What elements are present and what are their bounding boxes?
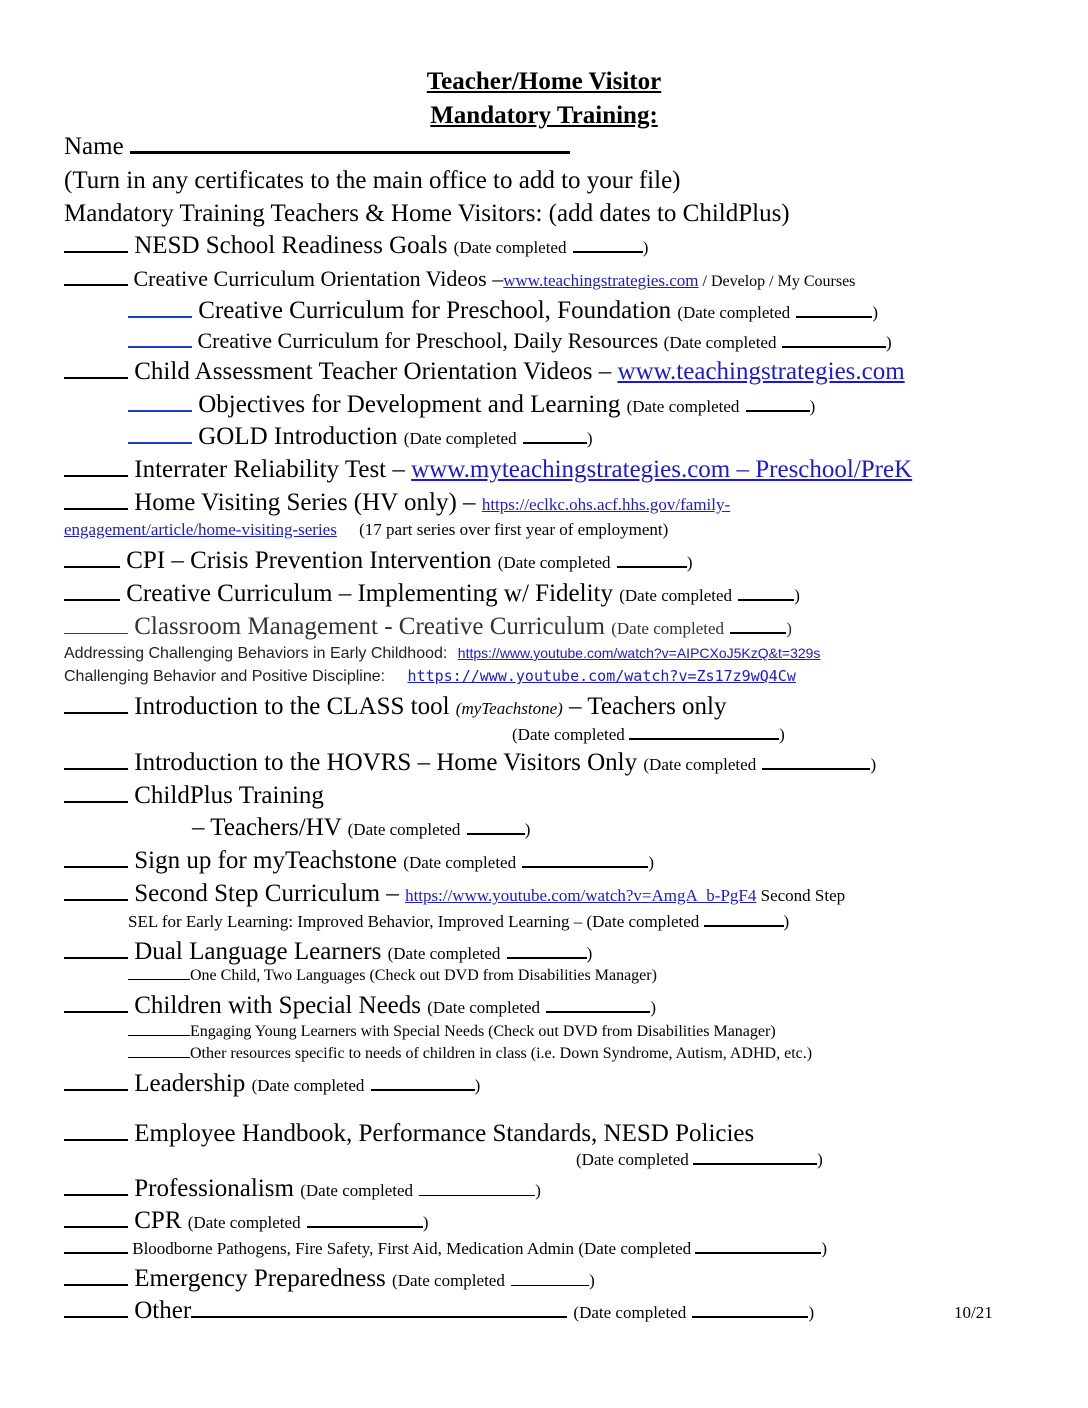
item-childplus bbox=[64, 783, 324, 808]
instructions: (Turn in any certificates to the main office to add to your file) bbox=[64, 167, 681, 194]
version-footer: 10/21 bbox=[954, 1303, 993, 1322]
checkbox-blank[interactable] bbox=[64, 712, 128, 714]
item-label: Objectives for Development and Learning bbox=[198, 391, 621, 418]
item-label: Classroom Management - Creative Curriculum bbox=[134, 613, 605, 640]
date-label: (Date completed bbox=[403, 853, 517, 872]
item-label: Other bbox=[134, 1297, 192, 1324]
checkbox-blank[interactable] bbox=[128, 346, 192, 348]
date-label: (Date completed bbox=[663, 333, 777, 352]
checkbox-blank[interactable] bbox=[64, 475, 128, 477]
checkbox-blank[interactable] bbox=[64, 1284, 128, 1286]
date-label: (Date completed bbox=[427, 998, 541, 1017]
paren: ) bbox=[786, 619, 792, 638]
paren: ) bbox=[535, 1181, 541, 1200]
myteachstone-italic: (myTeachstone) bbox=[455, 699, 563, 718]
date-label: (Date completed bbox=[187, 1213, 301, 1232]
paren: ) bbox=[474, 1076, 481, 1095]
item-professionalism bbox=[64, 1176, 541, 1201]
paren: ) bbox=[586, 429, 593, 448]
item-cc-daily bbox=[128, 330, 892, 352]
checkbox-blank[interactable] bbox=[64, 1089, 128, 1091]
paren: ) bbox=[589, 1271, 595, 1290]
item-label: CPR bbox=[134, 1207, 182, 1234]
date-field[interactable] bbox=[730, 632, 786, 634]
date-label: (Date completed bbox=[512, 725, 625, 744]
date-label: (Date completed bbox=[643, 755, 757, 774]
item-gold bbox=[128, 424, 593, 449]
checkbox-blank[interactable] bbox=[64, 508, 128, 510]
item-label: Children with Special Needs bbox=[134, 992, 421, 1019]
item-label: ChildPlus Training bbox=[134, 782, 324, 809]
paren: ) bbox=[586, 944, 593, 963]
item-home-visiting bbox=[64, 490, 730, 515]
paren: ) bbox=[642, 238, 649, 257]
date-field[interactable] bbox=[762, 768, 870, 770]
item-cpi bbox=[64, 548, 692, 573]
date-label: (Date completed bbox=[677, 303, 791, 322]
paren: ) bbox=[686, 553, 693, 572]
item-bloodborne bbox=[64, 1240, 827, 1257]
checkbox-blank[interactable] bbox=[128, 1057, 190, 1058]
item-label: Introduction to the CLASS tool bbox=[134, 693, 456, 720]
sub-label: One Child, Two Languages (Check out DVD from Disabilities Manager) bbox=[190, 967, 657, 984]
checkbox-blank[interactable] bbox=[64, 801, 128, 803]
date-field[interactable] bbox=[782, 346, 886, 348]
date-field[interactable] bbox=[693, 1163, 817, 1165]
paren: ) bbox=[794, 586, 800, 605]
item-label: Emergency Preparedness bbox=[134, 1265, 386, 1292]
paren: ) bbox=[872, 303, 879, 322]
checkbox-blank[interactable] bbox=[64, 377, 128, 379]
paren: ) bbox=[885, 333, 892, 352]
positive-label: Challenging Behavior and Positive Discipline: bbox=[64, 668, 386, 685]
item-nesd-goals bbox=[64, 233, 648, 258]
item-label: Interrater Reliability Test – bbox=[134, 456, 412, 483]
checkbox-blank[interactable] bbox=[64, 768, 128, 770]
item-cc-foundation bbox=[128, 298, 878, 323]
item-cc-orientation bbox=[64, 268, 855, 290]
special-sub-2 bbox=[128, 1046, 812, 1062]
date-label: (Date completed bbox=[573, 1303, 687, 1322]
item-objectives bbox=[128, 392, 815, 417]
item-other bbox=[64, 1298, 814, 1323]
item-label: Creative Curriculum Orientation Videos – bbox=[133, 266, 504, 291]
item-label-end: – Teachers only bbox=[562, 693, 727, 720]
teachingstrategies-link[interactable]: www.teachingstrategies.com bbox=[503, 271, 699, 290]
date-field[interactable] bbox=[511, 1285, 589, 1286]
item-leadership bbox=[64, 1071, 480, 1096]
youtube-link-1[interactable]: https://www.youtube.com/watch?v=AIPCXoJ5KzQ&t=329s bbox=[457, 645, 821, 661]
item-dll bbox=[64, 939, 592, 964]
date-label: (Date completed bbox=[387, 944, 501, 963]
item-label: Sign up for myTeachstone bbox=[134, 847, 398, 874]
item-interrater bbox=[64, 457, 912, 482]
item-child-assessment bbox=[64, 359, 905, 384]
name-row bbox=[64, 134, 570, 159]
checkbox-blank[interactable] bbox=[64, 566, 120, 568]
item-label: Introduction to the HOVRS – Home Visitors Only bbox=[134, 749, 638, 776]
note: (17 part series over first year of employment) bbox=[359, 520, 669, 539]
path-text: / Develop / My Courses bbox=[698, 273, 856, 290]
item-special-needs bbox=[64, 993, 656, 1018]
special-sub-1 bbox=[128, 1024, 776, 1040]
second-step-after: Second Step bbox=[756, 886, 846, 905]
paren: ) bbox=[783, 912, 790, 931]
dll-sub bbox=[128, 968, 657, 984]
addressing-row bbox=[64, 646, 820, 662]
checkbox-blank[interactable] bbox=[128, 316, 192, 318]
paren: ) bbox=[524, 820, 531, 839]
checkbox-blank[interactable] bbox=[64, 1011, 128, 1013]
date-label: (Date completed bbox=[626, 397, 740, 416]
date-label: (Date completed bbox=[576, 1150, 689, 1169]
date-label: (Date completed bbox=[300, 1181, 414, 1200]
date-field[interactable] bbox=[746, 410, 810, 412]
date-field[interactable] bbox=[507, 957, 587, 959]
date-field[interactable] bbox=[419, 1195, 535, 1196]
date-label: (Date completed bbox=[251, 1076, 365, 1095]
date-field[interactable] bbox=[692, 1316, 808, 1318]
paren: ) bbox=[821, 1239, 828, 1258]
item-class-tool bbox=[64, 694, 727, 719]
name-label: Name bbox=[64, 133, 124, 160]
date-field[interactable] bbox=[371, 1089, 475, 1091]
checkbox-blank[interactable] bbox=[64, 899, 128, 901]
checkbox-blank[interactable] bbox=[64, 284, 128, 286]
paren: ) bbox=[817, 1150, 823, 1169]
item-second-step bbox=[64, 881, 845, 906]
date-field[interactable] bbox=[523, 442, 587, 444]
other-field[interactable] bbox=[191, 1316, 567, 1318]
item-label: Child Assessment Teacher Orientation Videos – bbox=[134, 358, 618, 385]
checkbox-blank[interactable] bbox=[64, 1252, 128, 1254]
eclkc-link-cont[interactable]: engagement/article/home-visiting-series bbox=[64, 520, 337, 539]
item-label: Bloodborne Pathogens, Fire Safety, First Aid, Medication Admin bbox=[132, 1239, 575, 1258]
paren: ) bbox=[650, 998, 656, 1017]
childplus-sub bbox=[192, 815, 530, 840]
date-label: (Date completed bbox=[578, 1239, 692, 1258]
date-field[interactable] bbox=[796, 316, 872, 318]
item-cc-fidelity bbox=[64, 581, 800, 606]
date-field[interactable] bbox=[695, 1252, 821, 1254]
date-label: (Date completed bbox=[347, 820, 461, 839]
title-line-1: Teacher/Home Visitor bbox=[426, 68, 662, 95]
paren: ) bbox=[779, 725, 785, 744]
date-field[interactable] bbox=[467, 833, 525, 835]
paren: ) bbox=[422, 1213, 429, 1232]
checkbox-blank[interactable] bbox=[64, 1226, 128, 1228]
subheading: Mandatory Training Teachers & Home Visitors: (add dates to ChildPlus) bbox=[64, 200, 790, 227]
eclkc-link[interactable]: https://eclkc.ohs.acf.hhs.gov/family- bbox=[481, 495, 731, 514]
checkbox-blank[interactable] bbox=[64, 1194, 128, 1196]
item-label: Creative Curriculum for Preschool, Daily Resources bbox=[197, 328, 659, 353]
name-field[interactable] bbox=[130, 151, 570, 154]
paren: ) bbox=[808, 1303, 815, 1322]
youtube-link-2[interactable]: https://www.youtube.com/watch?v=Zs17z9wQ4Cw bbox=[407, 667, 796, 685]
checkbox-blank[interactable] bbox=[64, 599, 120, 601]
item-label: Employee Handbook, Performance Standards, NESD Policies bbox=[134, 1120, 755, 1147]
sub-label: SEL for Early Learning: Improved Behavior, Improved Learning – (Date completed bbox=[128, 912, 700, 931]
item-label: Leadership bbox=[134, 1070, 246, 1097]
checkbox-blank[interactable] bbox=[128, 979, 190, 980]
item-cpr bbox=[64, 1208, 429, 1233]
item-label: GOLD Introduction bbox=[198, 423, 398, 450]
item-label: Creative Curriculum – Implementing w/ Fidelity bbox=[126, 580, 613, 607]
myteachingstrategies-link[interactable]: www.myteachingstrategies.com – Preschool/PreK bbox=[411, 456, 913, 483]
date-label: (Date completed bbox=[453, 238, 567, 257]
paren: ) bbox=[870, 755, 877, 774]
teachingstrategies-link-2[interactable]: www.teachingstrategies.com bbox=[617, 358, 905, 385]
title-line-2: Mandatory Training: bbox=[430, 102, 658, 129]
item-label: Professionalism bbox=[134, 1175, 294, 1202]
item-label: Home Visiting Series (HV only) – bbox=[134, 489, 482, 516]
checkbox-blank[interactable] bbox=[64, 1316, 128, 1318]
home-visiting-continued bbox=[64, 521, 668, 538]
date-label: (Date completed bbox=[403, 429, 517, 448]
item-handbook bbox=[64, 1121, 754, 1146]
positive-row bbox=[64, 669, 796, 685]
item-classroom-mgmt bbox=[64, 614, 792, 639]
date-label: (Date completed bbox=[497, 553, 611, 572]
second-step-line2 bbox=[128, 913, 789, 930]
item-emergency bbox=[64, 1266, 595, 1291]
sub-label: Other resources specific to needs of children in class (i.e. Down Syndrome, Autism, ADHD, etc.) bbox=[190, 1045, 813, 1062]
item-label: Creative Curriculum for Preschool, Foundation bbox=[198, 297, 672, 324]
checkbox-blank[interactable] bbox=[64, 251, 128, 253]
class-tool-date bbox=[512, 726, 785, 743]
addressing-label: Addressing Challenging Behaviors in Early Childhood: bbox=[64, 645, 448, 662]
date-label: (Date completed bbox=[619, 586, 733, 605]
item-label: Second Step Curriculum – bbox=[134, 880, 406, 907]
checkbox-blank[interactable] bbox=[128, 442, 192, 444]
date-field[interactable] bbox=[573, 251, 643, 253]
sub-label: – Teachers/HV bbox=[192, 814, 342, 841]
date-field[interactable] bbox=[738, 599, 794, 601]
checkbox-blank[interactable] bbox=[128, 410, 192, 412]
sub-label: Engaging Young Learners with Special Needs (Check out DVD from Disabilities Manager) bbox=[190, 1023, 776, 1040]
paren: ) bbox=[809, 397, 816, 416]
date-field[interactable] bbox=[617, 566, 687, 568]
item-label: Dual Language Learners bbox=[134, 938, 382, 965]
checkbox-blank[interactable] bbox=[64, 633, 128, 634]
second-step-link[interactable]: https://www.youtube.com/watch?v=AmgA_b-PgF4 bbox=[405, 886, 757, 905]
checkbox-blank[interactable] bbox=[64, 1139, 128, 1141]
checkbox-blank[interactable] bbox=[64, 957, 128, 959]
item-hovrs bbox=[64, 750, 876, 775]
date-field[interactable] bbox=[704, 925, 784, 927]
date-label: (Date completed bbox=[392, 1271, 505, 1290]
date-field[interactable] bbox=[546, 1011, 650, 1013]
handbook-date bbox=[576, 1151, 823, 1168]
checkbox-blank[interactable] bbox=[128, 1035, 190, 1036]
item-label: NESD School Readiness Goals bbox=[134, 232, 448, 259]
date-label: (Date completed bbox=[611, 619, 725, 638]
date-field[interactable] bbox=[307, 1226, 423, 1228]
item-label: CPI – Crisis Prevention Intervention bbox=[126, 547, 492, 574]
checkbox-blank[interactable] bbox=[64, 866, 128, 868]
item-myteachstone bbox=[64, 848, 654, 873]
date-field[interactable] bbox=[522, 866, 648, 868]
date-field[interactable] bbox=[629, 738, 779, 740]
paren: ) bbox=[648, 853, 655, 872]
